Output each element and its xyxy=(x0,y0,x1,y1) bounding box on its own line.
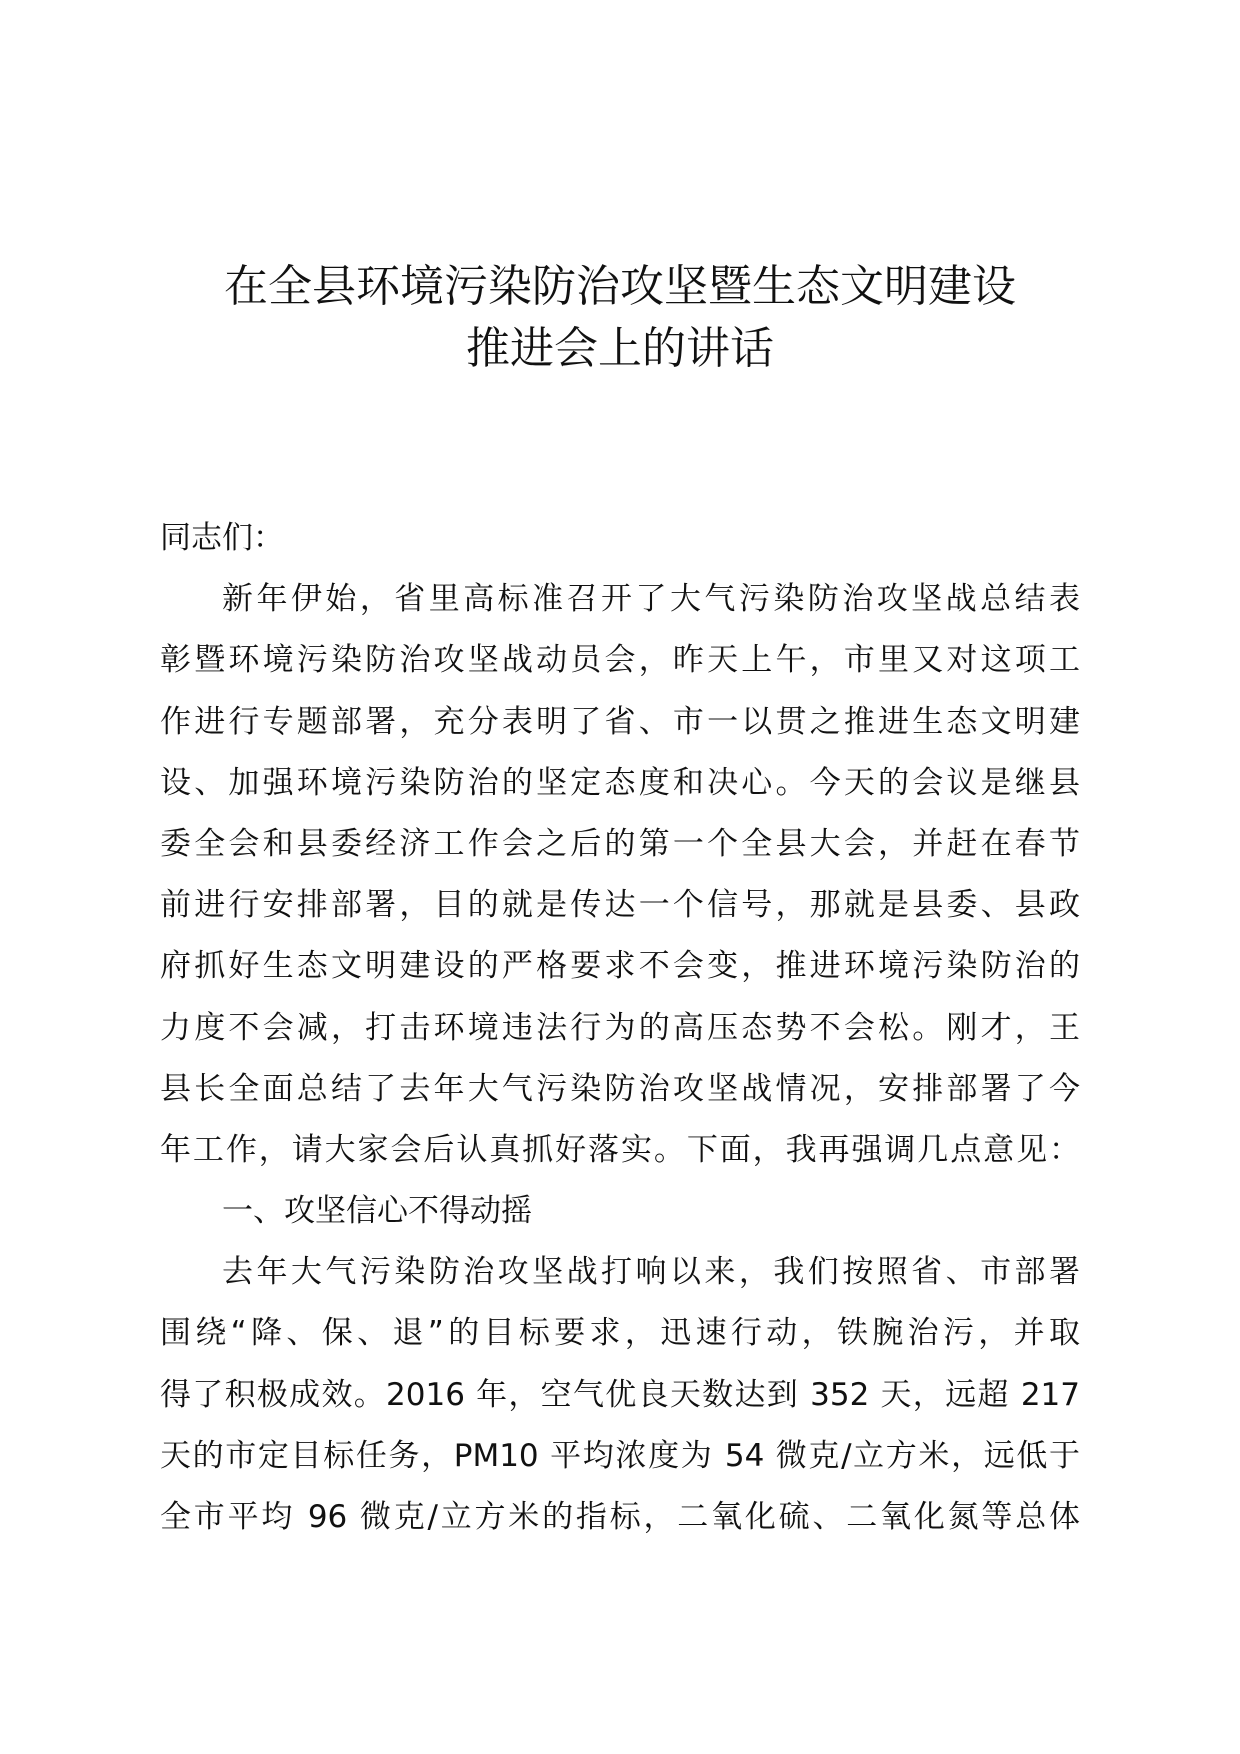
section-heading: 一、攻坚信心不得动摇 xyxy=(222,1193,532,1230)
title-line-1: 在全县环境污染防治攻坚暨生态文明建设 xyxy=(224,261,1016,312)
paragraph-1 xyxy=(160,569,1080,1181)
paragraph-1-line: 府抓好生态文明建设的严格要求不会变，推进环境污染防治的 xyxy=(160,948,1080,985)
paragraph-1-line: 前进行安排部署，目的就是传达一个信号，那就是县委、县政 xyxy=(160,887,1080,924)
paragraph-1-line: 新年伊始，省里高标准召开了大气污染防治攻坚战总结表 xyxy=(222,581,1080,618)
document-title xyxy=(0,256,1240,380)
title-line-2: 推进会上的讲话 xyxy=(466,323,774,374)
document-body xyxy=(160,508,1080,1548)
paragraph-2-line: 围绕“降、保、退”的目标要求，迅速行动，铁腕治污，并取 xyxy=(160,1315,1080,1352)
paragraph-2 xyxy=(160,1242,1080,1548)
paragraph-1-line: 彰暨环境污染防治攻坚战动员会，昨天上午，市里又对这项工 xyxy=(160,642,1080,679)
salutation: 同志们： xyxy=(160,520,284,556)
paragraph-1-line: 作进行专题部署，充分表明了省、市一以贯之推进生态文明建 xyxy=(160,703,1080,740)
paragraph-1-line: 委全会和县委经济工作会之后的第一个全县大会，并赶在春节 xyxy=(160,825,1080,862)
paragraph-1-line: 设、加强环境污染防治的坚定态度和决心。今天的会议是继县 xyxy=(160,764,1080,801)
paragraph-2-line: 得了积极成效。2016 年，空气优良天数达到 352 天，远超 217 xyxy=(160,1376,1080,1413)
paragraph-1-line: 年工作，请大家会后认真抓好落实。下面，我再强调几点意见： xyxy=(160,1131,1080,1168)
paragraph-2-line: 全市平均 96 微克/立方米的指标，二氧化硫、二氧化氮等总体 xyxy=(160,1499,1080,1535)
paragraph-1-line: 力度不会减，打击环境违法行为的高压态势不会松。刚才，王 xyxy=(160,1009,1080,1046)
paragraph-1-line: 县长全面总结了去年大气污染防治攻坚战情况，安排部署了今 xyxy=(160,1070,1080,1107)
paragraph-2-line: 去年大气污染防治攻坚战打响以来，我们按照省、市部署 xyxy=(222,1254,1080,1291)
paragraph-2-line: 天的市定目标任务，PM10 平均浓度为 54 微克/立方米，远低于 xyxy=(160,1437,1080,1474)
